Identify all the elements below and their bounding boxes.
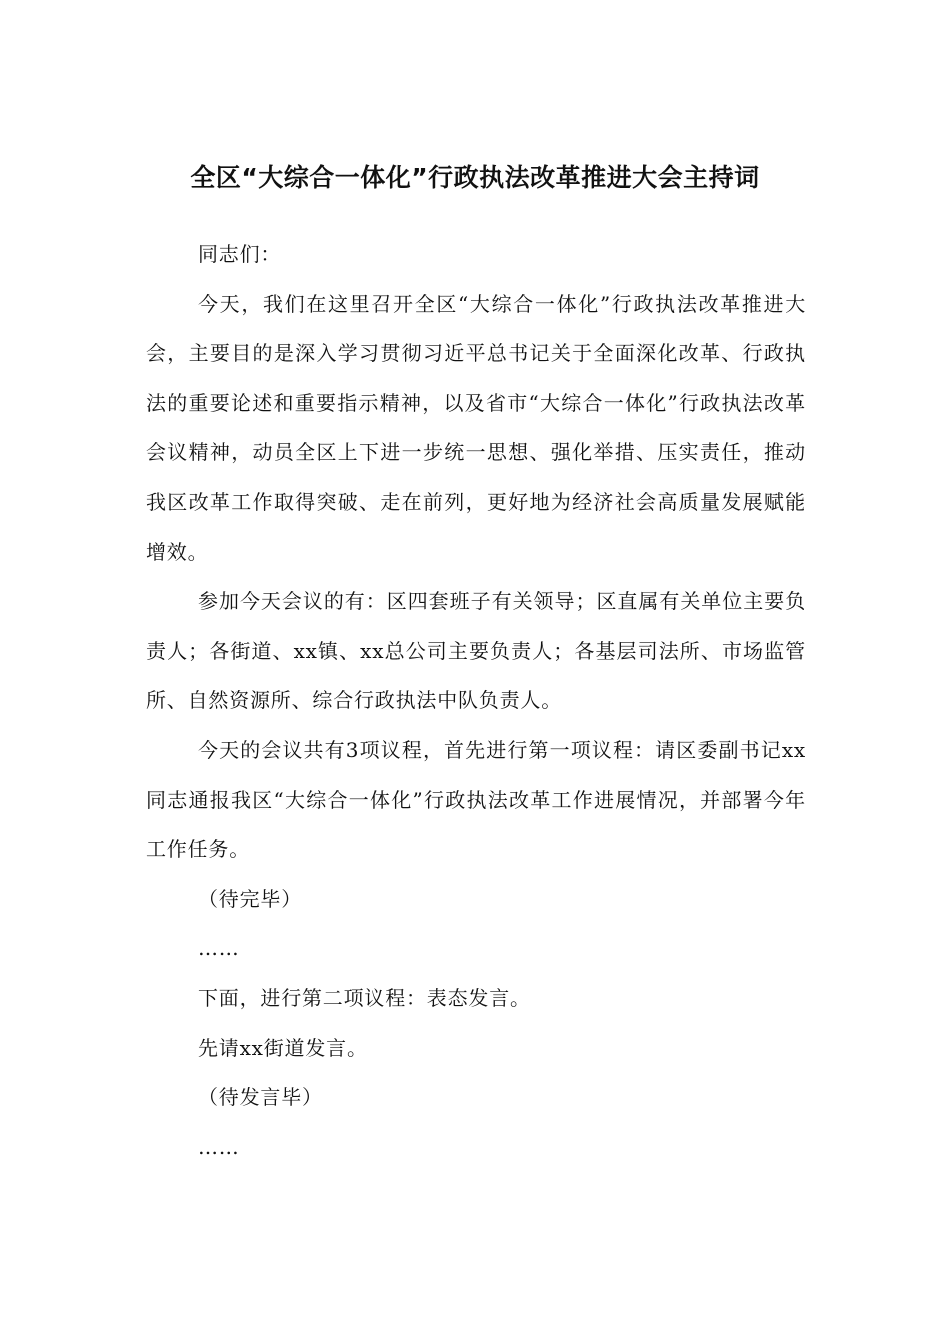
document-title: 全区“大综合一体化”行政执法改革推进大会主持词 xyxy=(190,163,760,192)
paragraph-second-item: 下面，进行第二项议程：表态发言。 xyxy=(198,985,531,1010)
paragraph-ellipsis: …… xyxy=(198,1134,240,1159)
paragraph-opening: 今天，我们在这里召开全区“大综合一体化”行政执法改革推进大会，主要目的是深入学习贯彻习近平总书记关于全面深化改革、行政执法的重要论述和重要指示精神，以及省市“大综合一体化”行政执法改革会议精神，动员全区上下进一步统一思想、强化举措、压实责任，推动我区改革工作取得突破、走在前列，更好地为经济社会高质量发展赋能增效。 xyxy=(146,291,806,564)
paragraph-attendees: 参加今天会议的有：区四套班子有关领导；区直属有关单位主要负责人；各街道、xx镇、xx总公司主要负责人；各基层司法所、市场监管所、自然资源所、综合行政执法中队负责人。 xyxy=(146,589,806,713)
paragraph-agenda: 今天的会议共有3项议程，首先进行第一项议程：请区委副书记xx同志通报我区“大综合一体化”行政执法改革工作进展情况，并部署今年工作任务。 xyxy=(146,737,806,862)
document-body xyxy=(146,230,806,1172)
paragraph-salutation: 同志们： xyxy=(198,242,282,266)
paragraph-ellipsis: …… xyxy=(198,936,240,961)
paragraph-first-speaker: 先请xx街道发言。 xyxy=(198,1035,368,1060)
paragraph-wait-speech: （待发言毕） xyxy=(198,1085,323,1110)
paragraph-wait-finish: （待完毕） xyxy=(198,886,302,911)
